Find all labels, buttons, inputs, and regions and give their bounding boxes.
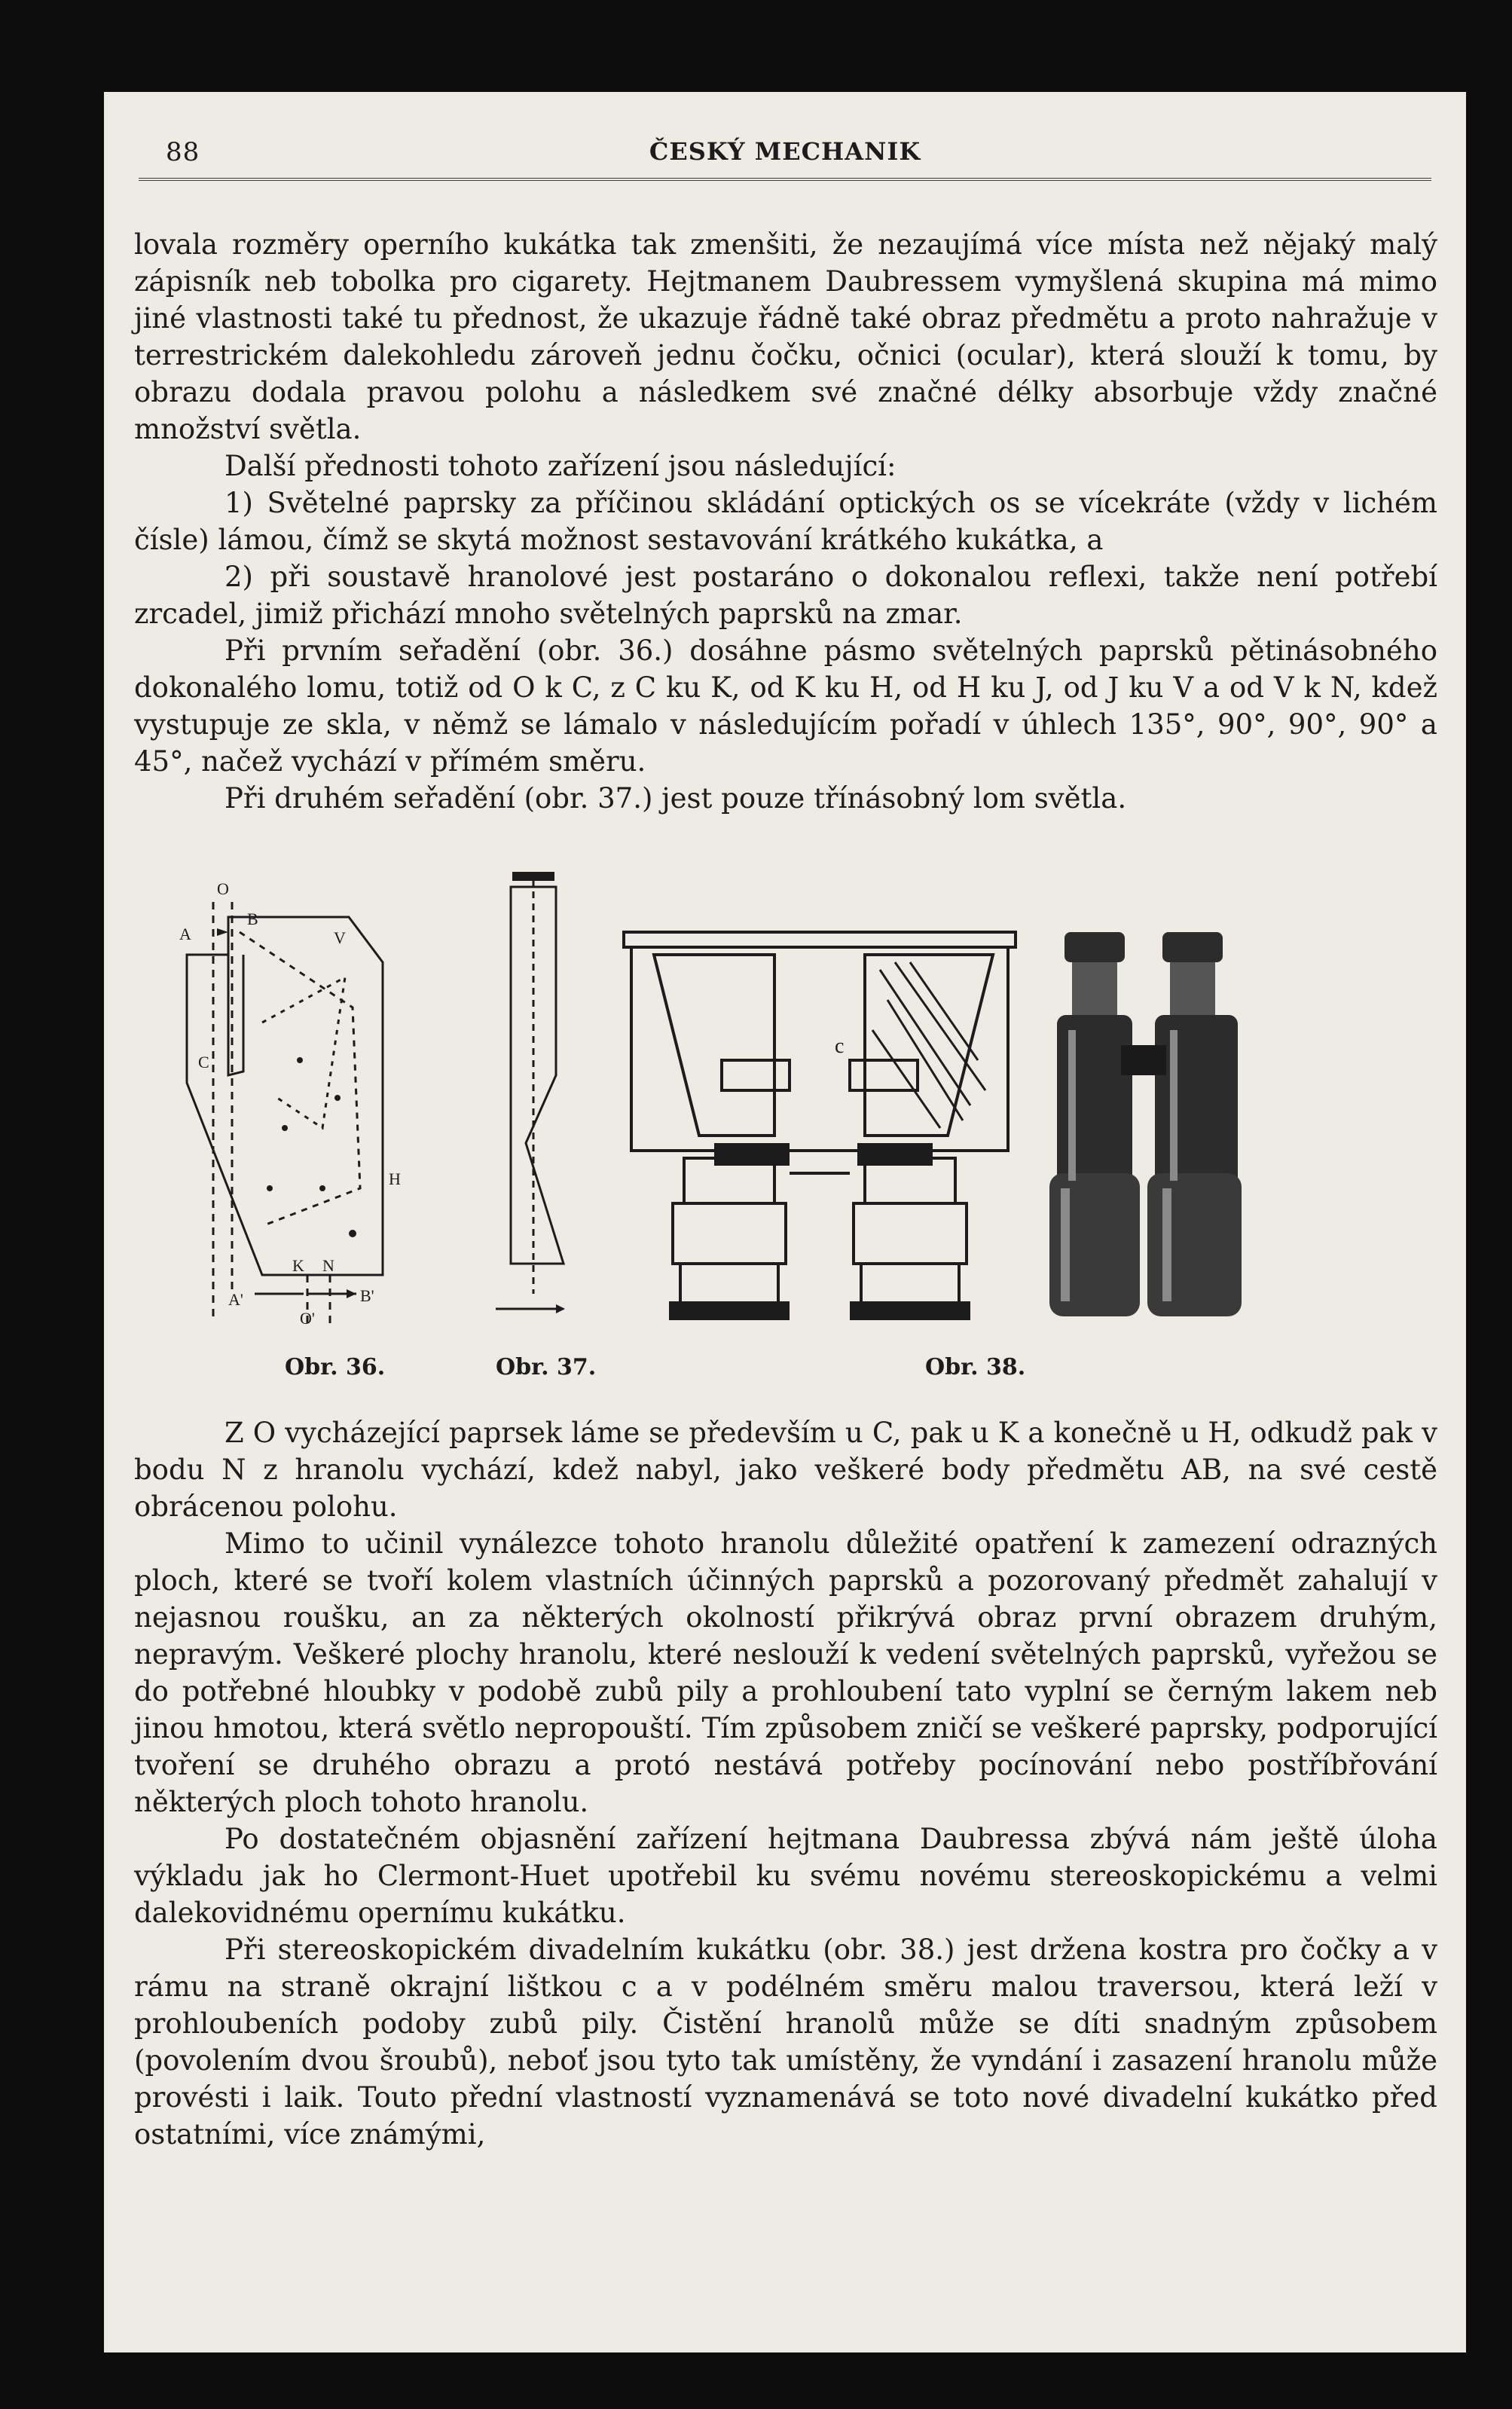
- caption-figure-36: Obr. 36.: [285, 1354, 386, 1380]
- label-A-top: A: [179, 925, 191, 943]
- figure-38-binocular-section: [609, 909, 1031, 1331]
- paragraph: Při stereoskopickém divadelním kukátku (obr. 38.) jest držena kostra pro čočky a v rámu na straně okrajní lištkou c a v podélném směru malou traversou, která leží v prohloubeních podoby zubů pily. Čistění hranolů může se díti snadným způsobem (povolením dvou šroubů), neboť jsou tyto tak umístěny, že vyndání i zasazení hranolu může provésti i laik. Touto přední vlastností vyznamenává se toto nové divadelní kukátko před ostatními, více známými,: [134, 1934, 1437, 2151]
- label-N: N: [322, 1256, 334, 1275]
- label-B-bottom: B': [360, 1286, 374, 1305]
- label-B-top: B: [247, 909, 258, 928]
- label-K: K: [292, 1256, 304, 1275]
- text-block-bottom: [134, 1414, 1437, 2153]
- figure-38-binocular-exterior: [1049, 932, 1245, 1316]
- paragraph: Po dostatečném objasnění zařízení hejtmana Daubressa zbývá nám ještě úloha výkladu jak ho Clermont-Huet upotřebil ku svému novému stereoskopickému a velmi dalekovidnému opernímu kukátku.: [134, 1823, 1437, 1929]
- paragraph: 2) při soustavě hranolové jest postaráno o dokonalou reflexi, takže není potřebí zrcadel, jimiž přichází mnoho světelných paprsků na zmar.: [134, 561, 1437, 630]
- label-C: C: [198, 1053, 209, 1072]
- paragraph: 1) Světelné paprsky za příčinou skládání optických os se vícekráte (vždy v lichém čísle) lámou, čímž se skytá možnost sestavování krátkého kukátka, a: [134, 487, 1437, 556]
- paragraph: Další přednosti tohoto zařízení jsou následující:: [225, 450, 897, 482]
- paragraph: Při druhém seřadění (obr. 37.) jest pouze třínásobný lom světla.: [225, 782, 1127, 815]
- text-block-top: [134, 226, 1437, 817]
- figure-36-prism-diagram: [172, 872, 443, 1324]
- label-c: c: [835, 1035, 845, 1058]
- figure-37-prism-diagram: [481, 872, 586, 1324]
- label-H: H: [389, 1169, 401, 1188]
- prism-outline: [187, 917, 383, 1275]
- caption-figure-38: Obr. 38.: [925, 1354, 1026, 1380]
- header-rule: [139, 178, 1431, 181]
- paragraph: Z O vycházející paprsek láme se především u C, pak u K a konečně u H, odkudž pak v bodu N z hranolu vychází, kdež nabyl, jako veškeré body předmětu AB, na své cestě obrácenou polohu.: [134, 1417, 1437, 1523]
- caption-figure-37: Obr. 37.: [496, 1354, 597, 1380]
- running-head: [104, 137, 1466, 176]
- paragraph: lovala rozměry operního kukátka tak zmenšiti, že nezaujímá více místa než nějaký malý zápisník neb tobolka pro cigarety. Hejtmanem Daubressem vymyšlená skupina má mimo jiné vlastnosti také tu přednost, že ukazuje řádně také obraz předmětu a proto nahražuje v terrestrickém dalekohledu zároveň jednu čočku, očnici (ocular), která slouží k tomu, by obrazu dodala pravou polohu a následkem své značné délky absorbuje vždy značné množství světla.: [134, 228, 1437, 445]
- label-O-bottom: O': [300, 1309, 315, 1324]
- journal-title: ČESKÝ MECHANIK: [649, 137, 921, 166]
- book-page: [104, 92, 1466, 2352]
- paragraph: Mimo to učinil vynálezce tohoto hranolu důležité opatření k zamezení odrazných ploch, které se tvoří kolem vlastních účinných paprsků a pozorovaný předmět zahalují v nejasnou roušku, an za některých okolností přikrývá obraz první obrazem druhým, nepravým. Veškeré plochy hranolu, které neslouží k vedení světelných paprsků, vyřežou se do potřebné hloubky v podobě zubů pily a prohloubení tato vyplní se černým lakem neb jinou hmotou, která světlo nepropouští. Tím způsobem zničí se veškeré paprsky, podporující tvoření se druhého obrazu a protó nestává potřeby pocínování nebo postříbřování některých ploch tohoto hranolu.: [134, 1527, 1437, 1818]
- page-number: 88: [166, 137, 200, 167]
- label-V: V: [334, 928, 346, 947]
- figures-row: [172, 872, 1452, 1384]
- label-O: O: [217, 879, 229, 898]
- label-A-bottom: A': [228, 1290, 243, 1309]
- paragraph: Při prvním seřadění (obr. 36.) dosáhne pásmo světelných paprsků pětinásobného dokonalého lomu, totiž od O k C, z C ku K, od K ku H, od H ku J, od J ku V a od V k N, kdež vystupuje ze skla, v němž se lámalo v následujícím pořadí v úhlech 135°, 90°, 90°, 90° a 45°, načež vychází v přímém směru.: [134, 634, 1437, 778]
